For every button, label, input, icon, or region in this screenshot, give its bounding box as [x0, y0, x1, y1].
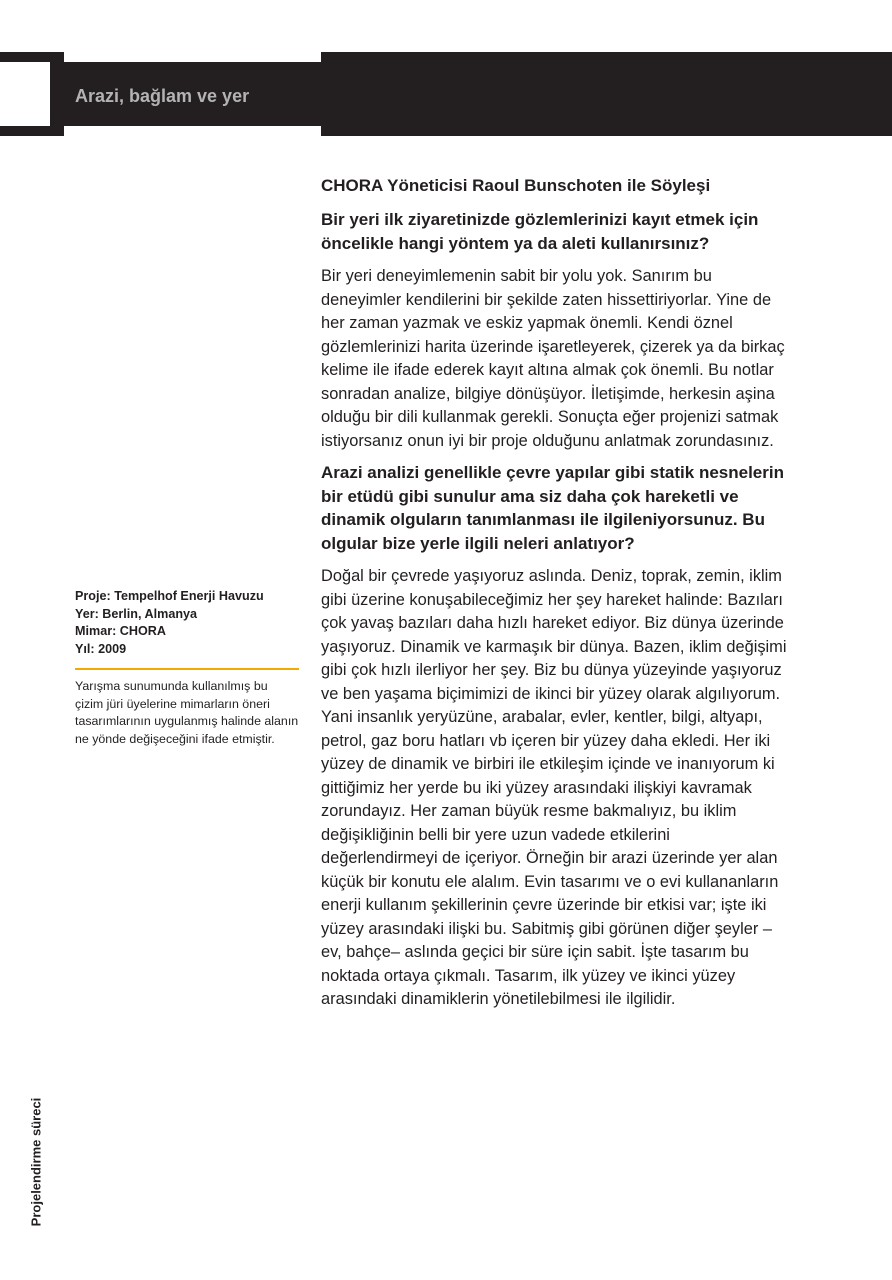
- project-year: Yıl: 2009: [75, 641, 127, 656]
- interview-title: CHORA Yöneticisi Raoul Bunschoten ile Söyleşi: [321, 176, 711, 195]
- chapter-label-text: Projelendirme süreci: [28, 1097, 44, 1226]
- header-band: [64, 62, 321, 126]
- question-2: Arazi analizi genellikle çevre yapılar gibi statik nesnelerin bir etüdü gibi sunulur ama siz daha çok hareketli ve dinamik olguların tanımlanması ile ilgileniyorsunuz. Bu olgular bize yerle ilgili neleri anlatıyor?: [321, 463, 784, 553]
- vertical-chapter-label: [27, 1095, 45, 1228]
- image-caption: Yarışma sunumunda kullanılmış bu çizim jüri üyelerine mimarların öneri tasarımlarının uygulanmış halinde alanın ne yönde değişeceğini ifade etmiştir.: [75, 679, 299, 746]
- project-location: Yer: Berlin, Almanya: [75, 606, 198, 621]
- answer-1: Bir yeri deneyimlemenin sabit bir yolu yok. Sanırım bu deneyimler kendilerini bir şekilde zaten hissettiriyorlar. Yine de her zaman yazmak ve eskiz yapmak önemli. Kendi öznel gözlemlerinizi harita üzerinde işaretleyerek, çizerek ya da birkaç kelime ile ifade ederek kayıt altına almak çok önemli. Bu notlar sonradan analize, bilgiye dönüşüyor. İletişimde, herkesin aşina olduğu bir dili kullanmak gerekli. Sonuçta eğer projenizi satmak istiyorsanız onun iyi bir proje olduğunu anlatmak zorundasınız.: [321, 267, 785, 450]
- project-meta: [75, 588, 299, 658]
- question-1: Bir yeri ilk ziyaretinizde gözlemlerinizi kayıt etmek için öncelikle hangi yöntem ya da aleti kullanırsınız?: [321, 210, 759, 253]
- project-sidebar: [75, 588, 299, 748]
- header-frame-mark: [0, 52, 64, 136]
- header-frame-inner: [0, 62, 50, 126]
- project-architect: Mimar: CHORA: [75, 624, 166, 638]
- project-name: Proje: Tempelhof Enerji Havuzu: [75, 589, 264, 603]
- section-title: Arazi, bağlam ve yer: [75, 86, 250, 106]
- accent-divider: [75, 668, 299, 670]
- interview-body: [321, 176, 791, 1020]
- header-dark-block: [321, 52, 892, 136]
- answer-2: Doğal bir çevrede yaşıyoruz aslında. Deniz, toprak, zemin, iklim gibi üzerine konuşabileceğimiz her şey hareket halinde: Bazıları çok yavaş bazıları daha hızlı hareket ediyor. Biz dünya üzerinde yaşıyoruz. Dinamik ve karmaşık bir dünya. Bazen, iklim değişimi gibi çok hızlı ilerliyor her şey. Biz bu dünya yüzeyinde yaşıyoruz ve ben yaşama biçimimizi de ikinci bir yüzey olarak algılıyorum. Yani insanlık yeryüzüne, arabalar, evler, kentler, bilgi, altyapı, petrol, gaz boru hatları vb içeren bir yüzey daha ekledi. Her iki yüzey de dinamik ve birbiri ile etkileşim içinde ve inanıyorum ki gittiğimiz her yerde bu iki yüzey arasındaki ilişkiyi kavramak zorundayız. Her zaman büyük resme bakmalıyız, bu iklim değişikliğinin belli bir yere uzun vadede etkilerini değerlendirmeyi de içeriyor. Örneğin bir arazi üzerinde yer alan küçük bir konutu ele alalım. Evin tasarımı ve o evi kullananların enerji kullanım şekillerinin çevre üzerinde bir etkisi var; işte iki yüzey arasındaki ilişki bu. Sabitmiş gibi görünen diğer şeyler –ev, bahçe– aslında geçici bir süre için sabit. İşte tasarım bu noktada ortaya çıkmalı. Tasarım, ilk yüzey ve ikinci yüzey arasındaki dinamiklerin yönetilebilmesi ile ilgilidir.: [321, 567, 787, 1008]
